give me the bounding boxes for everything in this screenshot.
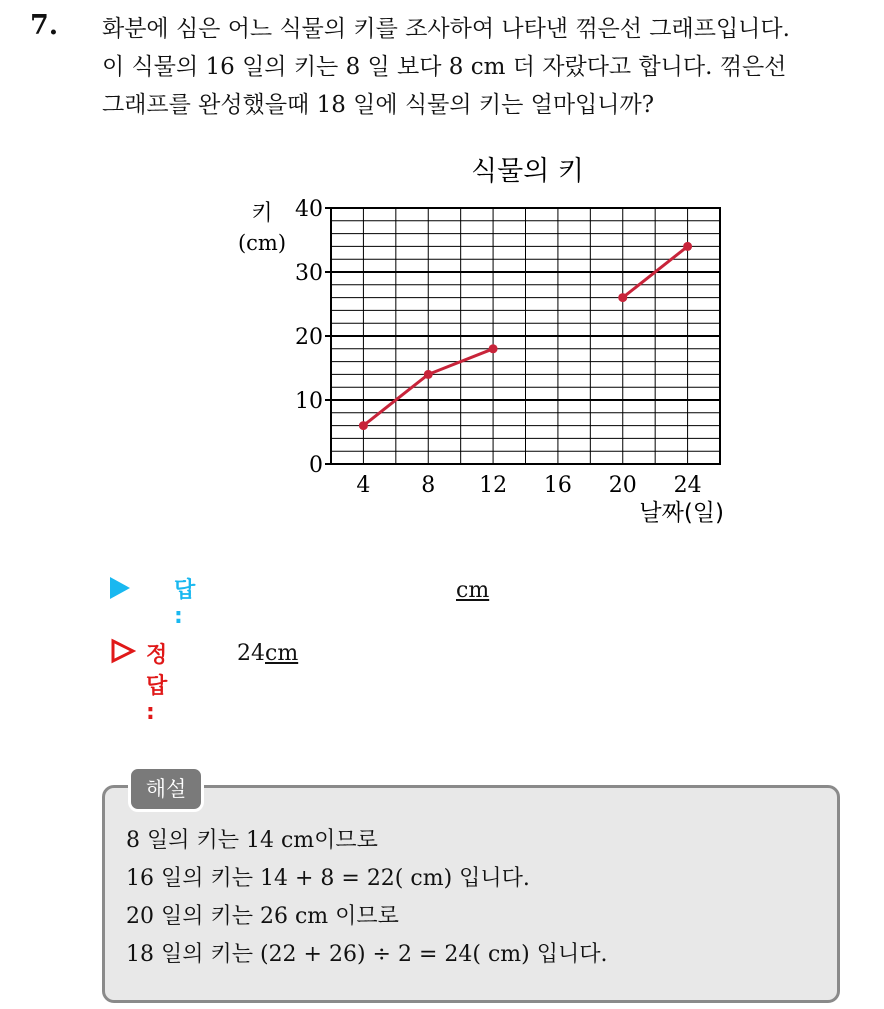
explanation-line: 8 일의 키는 14 cm이므로: [126, 828, 378, 853]
x-tick-label: 4: [356, 473, 371, 498]
y-tick-label: 10: [295, 389, 323, 414]
y-axis-label: 키: [251, 201, 273, 226]
answer-label: 답 :: [174, 578, 196, 629]
x-axis-label: 날짜(일): [639, 500, 724, 526]
explanation-line: 18 일의 키는 (22 + 26) ÷ 2 = 24( cm) 입니다.: [126, 942, 608, 967]
answer-unit: cm: [456, 578, 490, 603]
data-point: [489, 344, 498, 353]
correct-value: 24: [237, 641, 265, 666]
triangle-outline-icon: [110, 638, 136, 664]
data-point: [424, 370, 433, 379]
question-line: 화분에 심은 어느 식물의 키를 조사하여 나타낸 꺾은선 그래프입니다.: [102, 16, 790, 42]
explanation-text: [126, 822, 607, 974]
explanation-line: 16 일의 키는 14 + 8 = 22( cm) 입니다.: [126, 866, 530, 891]
data-point: [683, 242, 692, 251]
correct-answer-value: [237, 641, 298, 666]
y-tick-label: 0: [309, 453, 323, 478]
x-tick-label: 24: [673, 473, 702, 498]
explanation-tab: 해설: [128, 766, 204, 812]
question-line: 이 식물의 16 일의 키는 8 일 보다 8 cm 더 자랐다고 합니다. 꺾은선: [102, 54, 787, 80]
y-tick-label: 20: [295, 325, 323, 350]
y-axis-unit: (cm): [237, 231, 287, 255]
explanation-line: 20 일의 키는 26 cm 이므로: [126, 904, 399, 929]
data-point: [618, 293, 627, 302]
triangle-filled-icon: [110, 577, 130, 599]
x-tick-label: 8: [421, 473, 436, 498]
answer-row: [110, 575, 196, 629]
correct-unit: cm: [265, 641, 299, 666]
y-tick-label: 40: [295, 197, 323, 222]
correct-answer-row: [110, 638, 168, 725]
data-point: [359, 421, 368, 430]
correct-answer-label: 정답 :: [146, 643, 168, 725]
x-tick-label: 20: [608, 473, 637, 498]
question-number: 7.: [30, 10, 59, 41]
x-tick-label: 16: [543, 473, 572, 498]
x-tick-label: 12: [479, 473, 508, 498]
y-tick-label: 30: [295, 261, 323, 286]
question-line: 그래프를 완성했을때 18 일에 식물의 키는 얼마입니까?: [102, 92, 655, 118]
chart-title: 식물의 키: [471, 156, 584, 187]
